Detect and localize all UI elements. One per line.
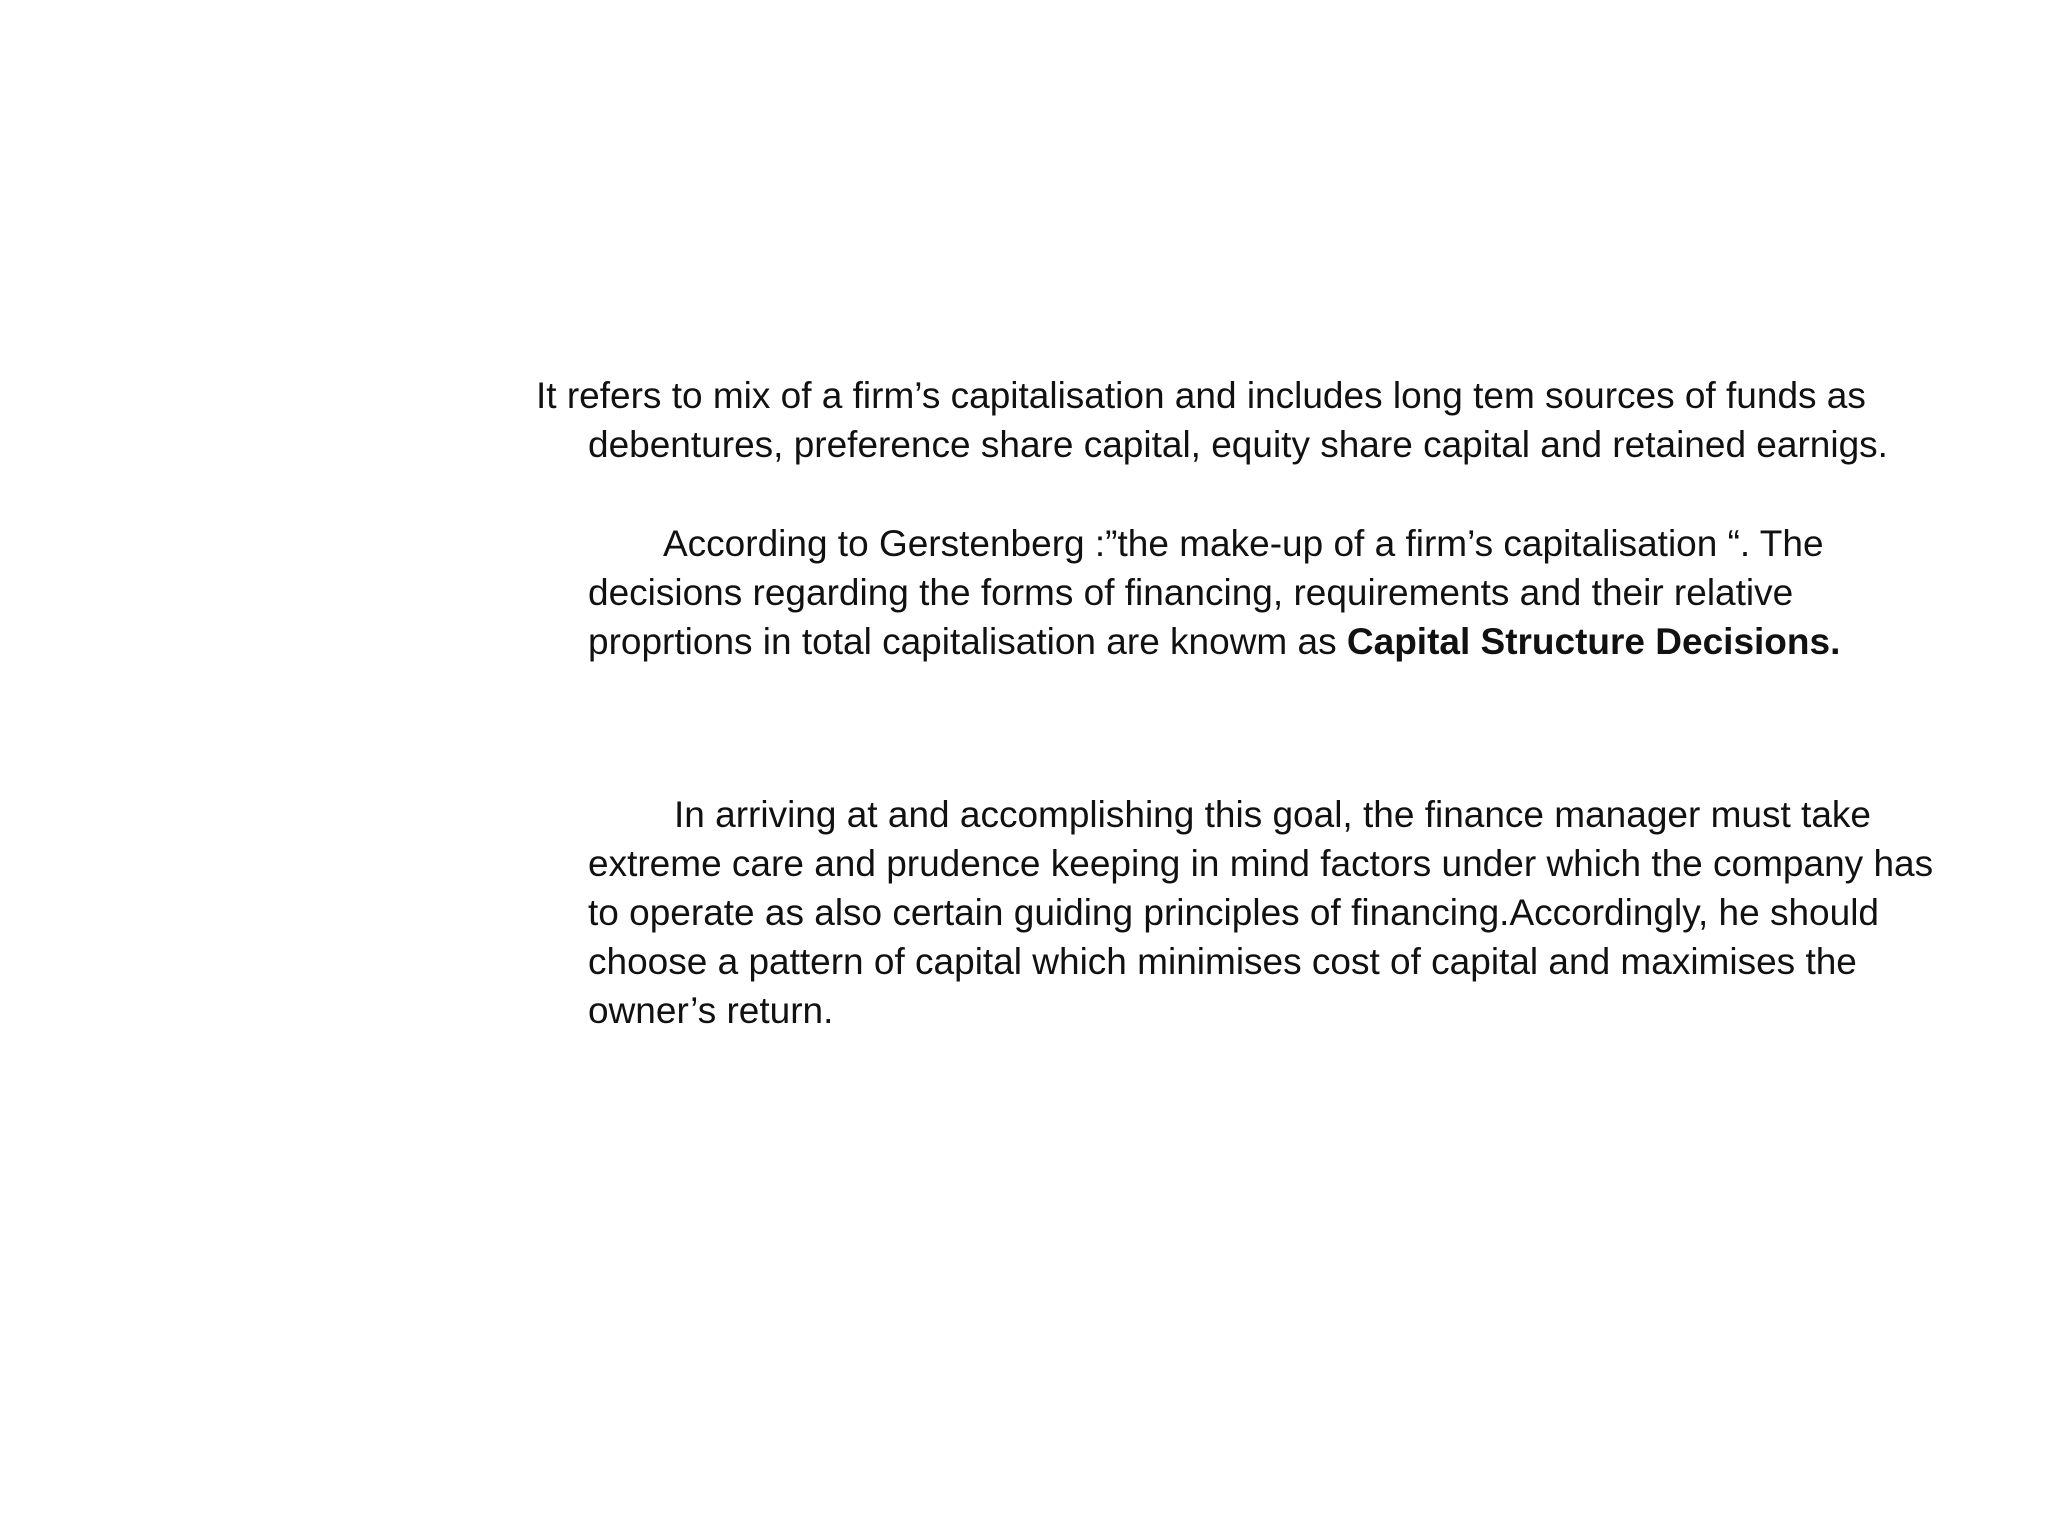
paragraph-gerstenberg-text: According to Gerstenberg :”the make-up of a firm’s capitalisation “. The decisions regarding the forms of financing, requirements and their relative proprtions in total capitalisation are knowm as bbox=[588, 523, 1824, 662]
capital-structure-decisions-term: Capital Structure Decisions. bbox=[1346, 621, 1841, 662]
paragraph-definition-text: It refers to mix of a firm’s capitalisation and includes long tem sources of funds as debentures, preference share capital, equity share capital and retained earnigs. bbox=[536, 375, 1888, 465]
paragraph-finance-manager bbox=[536, 790, 1956, 1035]
paragraph-definition bbox=[536, 371, 1956, 469]
slide-body bbox=[536, 371, 1956, 1035]
paragraph-gerstenberg-quote bbox=[536, 519, 1956, 666]
paragraph-finance-manager-text: In arriving at and accomplishing this goal, the finance manager must take extreme care and prudence keeping in mind factors under which the company has to operate as also certain guiding principles of financing.Accordingly, he should choose a pattern of capital which minimises cost of capital and maximises the owner’s return. bbox=[588, 794, 1934, 1031]
